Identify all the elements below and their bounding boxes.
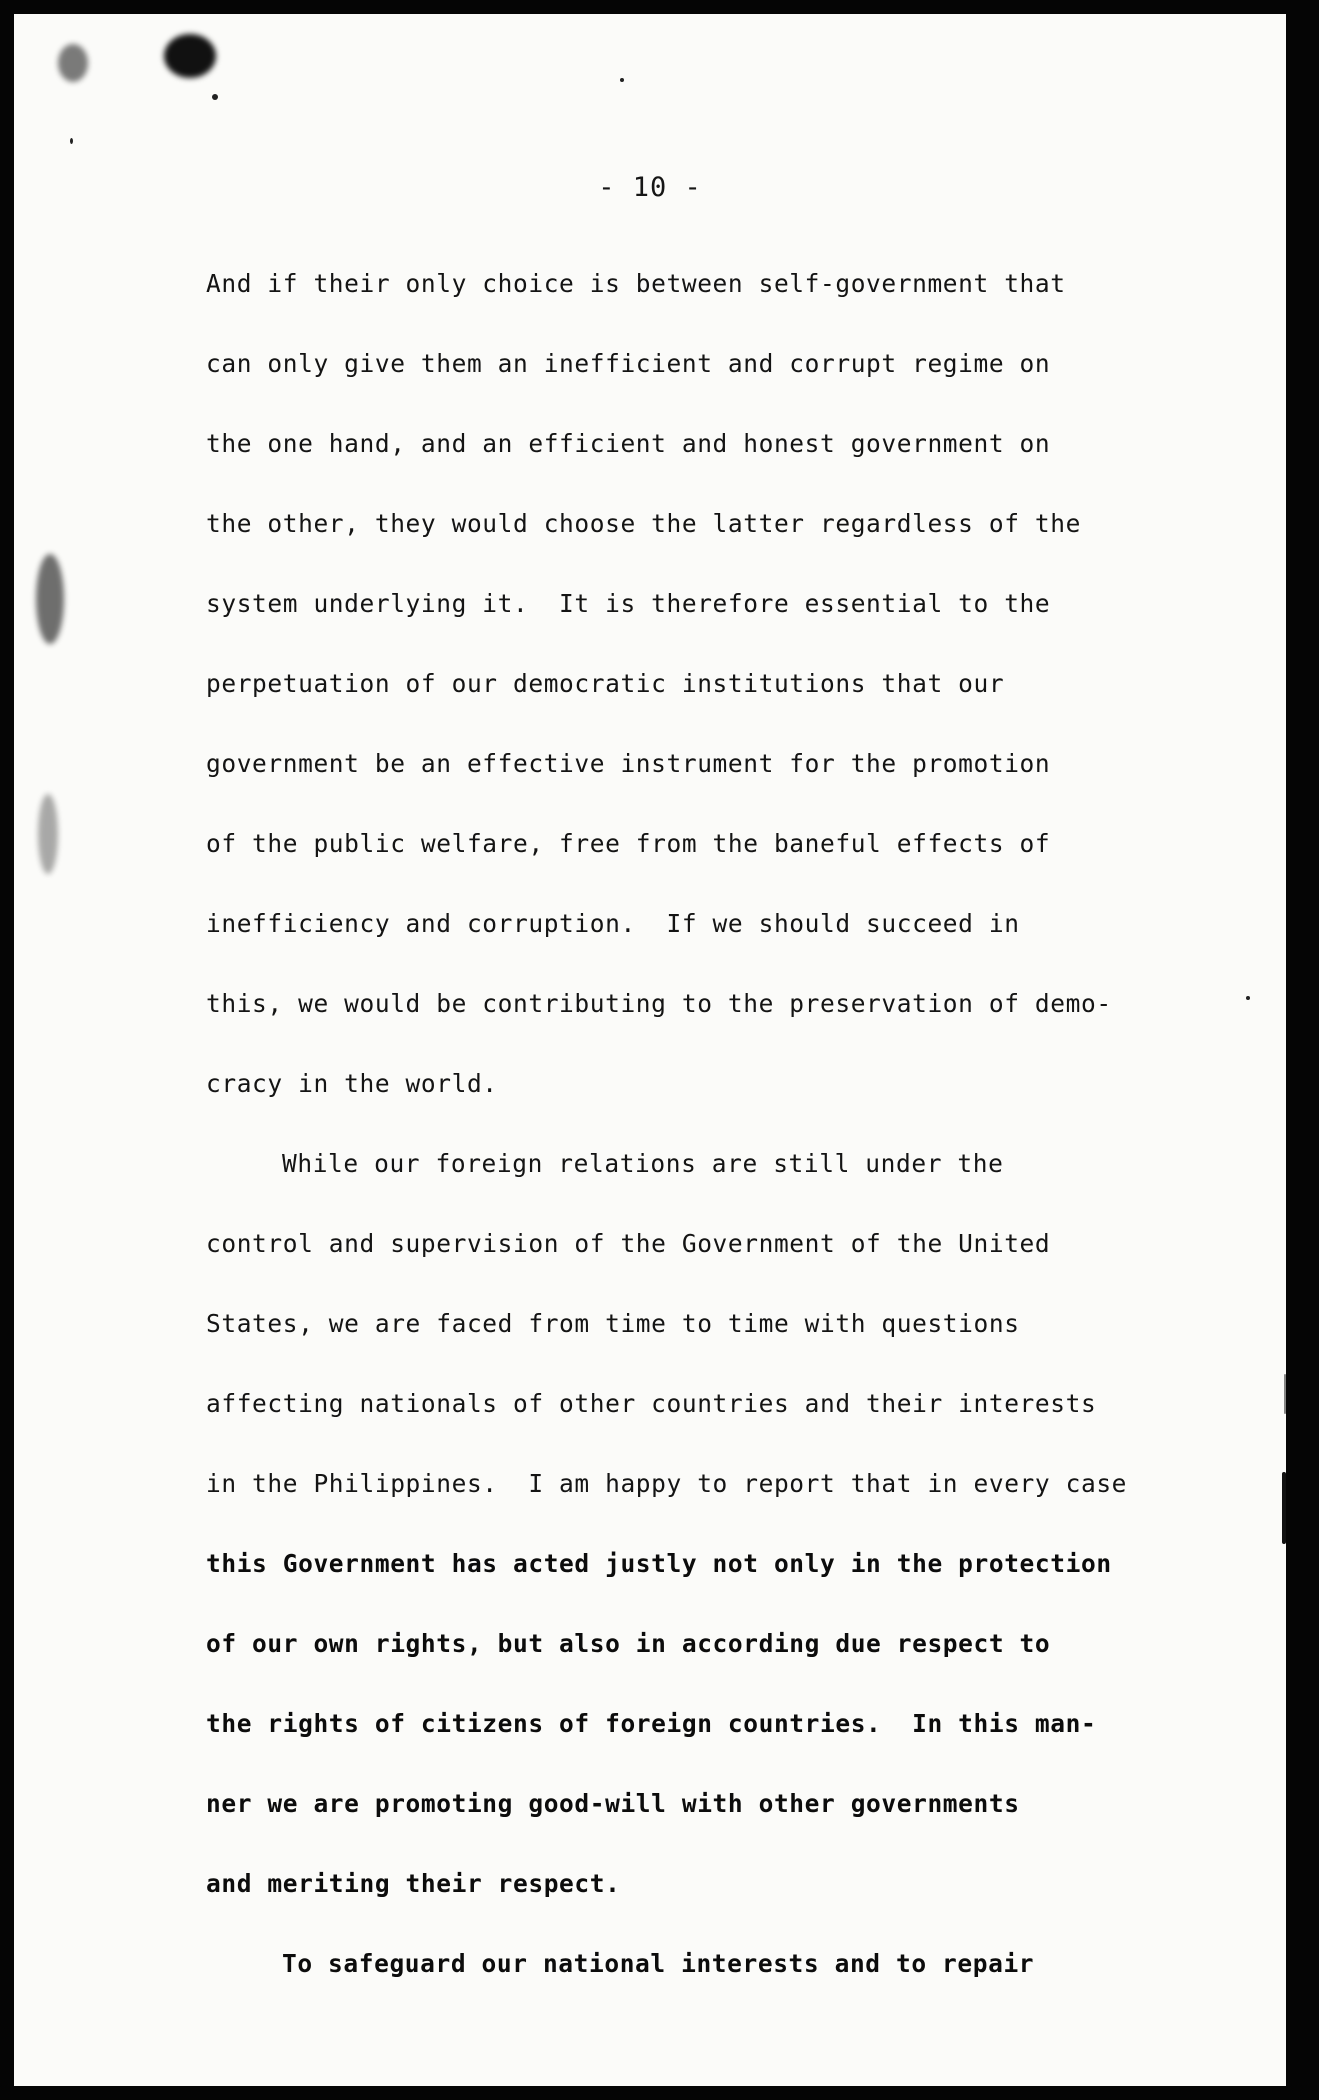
ink-smudge-top-left: [164, 34, 216, 78]
text-line: To safeguard our national interests and to repair: [282, 1949, 1035, 1978]
text-line: this Government has acted justly not only in the protection: [206, 1549, 1112, 1578]
ink-speck: [1246, 996, 1250, 1000]
text-line: the rights of citizens of foreign countries. In this man-: [206, 1709, 1097, 1738]
ink-smudge-left-edge: [36, 554, 64, 644]
ink-speck: [212, 94, 218, 100]
text-line: affecting nationals of other countries and their interests: [206, 1389, 1097, 1418]
text-line: And if their only choice is between self-government that: [206, 269, 1066, 298]
text-line: system underlying it. It is therefore essential to the: [206, 589, 1051, 618]
text-line: the other, they would choose the latter regardless of the: [206, 509, 1081, 538]
text-line: control and supervision of the Government of the United: [206, 1229, 1051, 1258]
text-line: can only give them an inefficient and corrupt regime on: [206, 349, 1051, 378]
text-line: government be an effective instrument for the promotion: [206, 749, 1051, 778]
text-line: this, we would be contributing to the preservation of demo-: [206, 989, 1112, 1018]
edge-mark-right-thin: [1284, 1374, 1286, 1414]
ink-speck: [620, 78, 624, 82]
edge-mark-right: [1282, 1472, 1286, 1544]
ink-smudge-left-edge-lower: [38, 794, 58, 874]
text-line: ner we are promoting good-will with other governments: [206, 1789, 1020, 1818]
ink-smudge-top-left-small: [58, 44, 88, 82]
text-line: in the Philippines. I am happy to report that in every case: [206, 1469, 1128, 1498]
text-line: of our own rights, but also in according due respect to: [206, 1629, 1051, 1658]
text-line: While our foreign relations are still under the: [282, 1149, 1004, 1178]
text-line: cracy in the world.: [206, 1069, 498, 1098]
document-body: [206, 244, 1166, 2004]
text-line: the one hand, and an efficient and honest government on: [206, 429, 1051, 458]
text-line: of the public welfare, free from the baneful effects of: [206, 829, 1051, 858]
text-line: inefficiency and corruption. If we should succeed in: [206, 909, 1020, 938]
ink-speck: [70, 138, 73, 144]
text-line: perpetuation of our democratic institutions that our: [206, 669, 1005, 698]
document-page: [14, 14, 1286, 2086]
text-line: States, we are faced from time to time with questions: [206, 1309, 1020, 1338]
text-line: and meriting their respect.: [206, 1869, 621, 1898]
page-number: - 10 -: [598, 172, 702, 203]
